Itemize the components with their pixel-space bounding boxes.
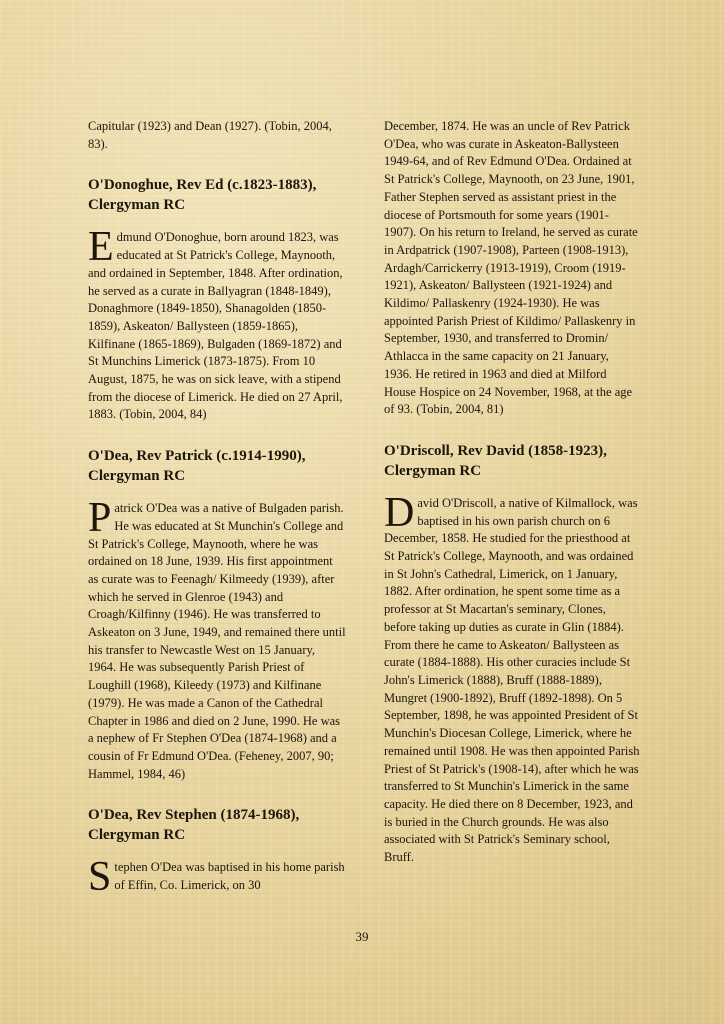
entry-body bbox=[384, 489, 640, 867]
continued-text: Capitular (1923) and Dean (1927). (Tobin, 2004, 83). bbox=[88, 119, 332, 151]
left-column bbox=[88, 118, 346, 901]
biography-entry-odonoghue bbox=[88, 175, 346, 424]
continued-text: December, 1874. He was an uncle of Rev Patrick O'Dea, who was curate in Askeaton-Ballysteen 1949-64, and of Rev Edmund O'Dea. Ordained at St Patrick's College, Maynooth, on 23 June, 1901, Father Stephen served as assistant priest in the diocese of Portsmouth for some years (1901-1907). On his return to Ireland, he served as curate in Ardpatrick (1907-1908), Parteen (1908-1913), Ardagh/Carrickerry (1913-1919), Croom (1919-1921), Askeaton/ Ballysteen (1921-1924) and Kildimo/ Pallaskenry (1924-1930). He was appointed Parish Priest of Kildimo/ Pallaskenry in September, 1930, and transferred to Dromin/ Athlacca in the same capacity on 21 January, 1936. He retired in 1963 and died at Milford House Hospice on 24 November, 1968, at the age of 93. (Tobin, 2004, 81) bbox=[384, 119, 638, 417]
entry-body bbox=[88, 854, 346, 901]
entry-body-text: avid O'Driscoll, a native of Kilmallock, was baptised in his own parish church on 6 December, 1858. He studied for the priesthood at St Patrick's College, Maynooth, and was ordained in St John's Cathedral, Limerick, on 1 January, 1882. After ordination, he spent some time as a professor at St Macartan's seminary, Clones, before taking up duties as curate in Glin (1884). From there he came to Askeaton/ Ballysteen as curate (1884-1888). His other curacies include St John's Limerick (1888), Bruff (1888-1889), Mungret (1900-1892), Bruff (1892-1898). On 5 September, 1898, he was appointed President of St Munchin's Diocesan College, Limerick, where he remained until 1908. He was then appointed Parish Priest of St Patrick's (1908-14), after which he was transferred to St Munchin's Limerick in the same capacity. He died there on 8 December, 1923, and is buried in the Church grounds. He was also associated with St Patrick's Seminary school, Bruff. bbox=[384, 495, 640, 865]
biography-entry-odriscoll bbox=[384, 441, 640, 867]
entry-heading: O'Driscoll, Rev David (1858-1923), Clergyman RC bbox=[384, 442, 607, 479]
drop-cap: S bbox=[88, 854, 112, 901]
entry-heading: O'Donoghue, Rev Ed (c.1823-1883), Clergyman RC bbox=[88, 177, 317, 214]
drop-cap: E bbox=[88, 224, 114, 271]
entry-body-text: tephen O'Dea was baptised in his home parish of Effin, Co. Limerick, on 30 bbox=[114, 860, 345, 893]
right-column bbox=[384, 118, 640, 867]
entry-body-text: atrick O'Dea was a native of Bulgaden parish. He was educated at St Munchin's College and St Patrick's College, Maynooth, where he was ordained on 18 June, 1939. His first appointment as curate was to Feenagh/ Kilmeedy (1939), after which he served in Glenroe (1943) and Croagh/Kilfinny (1946). He was transferred to Askeaton on 3 June, 1949, and remained there until his transfer to Newcastle West on 15 January, 1964. He was subsequently Parish Priest of Loughill (1968), Kileedy (1973) and Kilfinane (1979). He was made a Canon of the Cathedral Chapter in 1986 and died on 2 June, 1990. He was a nephew of Fr Stephen O'Dea (1874-1968) and a cousin of Fr Edmund O'Dea. (Feheney, 2007, 90; Hammel, 1984, 46) bbox=[88, 501, 346, 781]
entry-heading: O'Dea, Rev Stephen (1874-1968), Clergyman RC bbox=[88, 807, 300, 844]
page-number: 39 bbox=[355, 929, 369, 944]
entry-body bbox=[88, 224, 346, 424]
biography-entry-odea-stephen bbox=[88, 805, 346, 901]
entry-body bbox=[88, 495, 346, 783]
entry-body-text: dmund O'Donoghue, born around 1823, was educated at St Patrick's College, Maynooth, and ordained in September, 1848. After ordination, he served as a curate in Ballyagran (1848-1849), Donaghmore (1849-1850), Shanagolden (1850-1859), Askeaton/ Ballysteen (1859-1865), Kilfinane (1865-1869), Bulgaden (1869-1872) and St Munchins Limerick (1873-1875). From 10 August, 1875, he was on sick leave, with a stipend from the diocese of Limerick. He died on 27 April, 1883. (Tobin, 2004, 84) bbox=[88, 230, 343, 422]
drop-cap: D bbox=[384, 489, 415, 536]
biography-entry-odea-patrick bbox=[88, 446, 346, 783]
drop-cap: P bbox=[88, 495, 112, 542]
entry-heading: O'Dea, Rev Patrick (c.1914-1990), Clergyman RC bbox=[88, 448, 306, 485]
